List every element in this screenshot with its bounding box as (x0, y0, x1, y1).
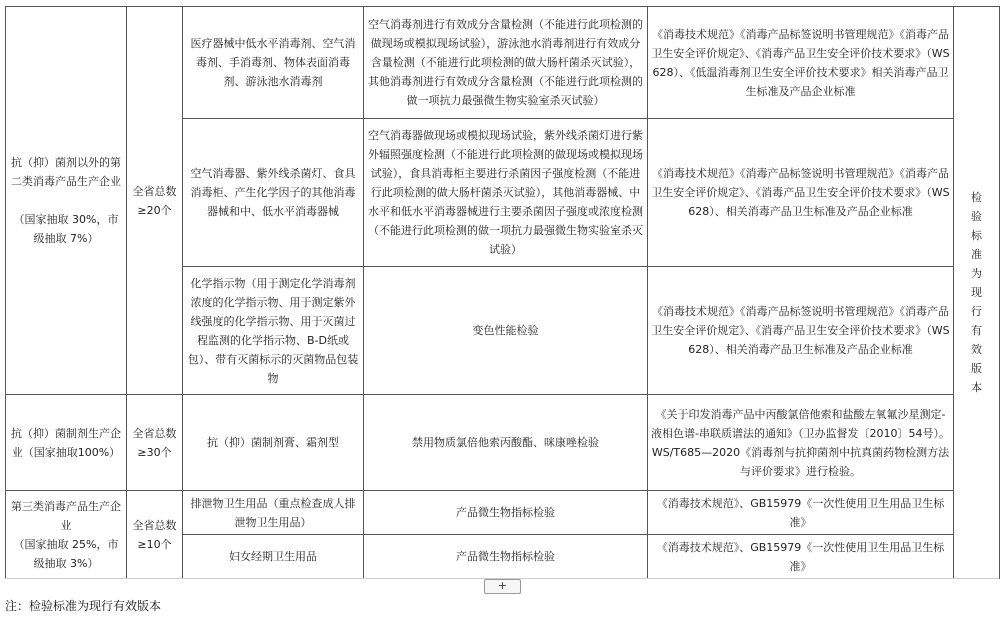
sampling-count-cell: 全省总数≥30个 (127, 395, 183, 491)
add-row-button[interactable]: + (484, 579, 521, 594)
product-type-cell: 医疗器械中低水平消毒剂、空气消毒剂、手消毒剂、物体表面消毒剂、游泳池水消毒剂 (183, 7, 364, 119)
product-type-cell: 抗（抑）菌制剂膏、霜剂型 (183, 395, 364, 491)
standard-cell: 《消毒技术规范》《消毒产品标签说明书管理规范》《消毒产品卫生安全评价规定》、《消毒产品卫生安全评价技术要求》（WS628）、相关消毒产品卫生标准及产品企业标准 (648, 119, 954, 267)
table-row (6, 395, 1000, 491)
sampling-count-cell: 全省总数≥20个 (127, 7, 183, 395)
table-row (6, 7, 1000, 119)
standard-cell: 《消毒技术规范》《消毒产品标签说明书管理规范》《消毒产品卫生安全评价规定》、《消毒产品卫生安全评价技术要求》（WS628）、《低温消毒剂卫生安全评价技术要求》相关消毒产品卫生标准及产品企业标准 (648, 7, 954, 119)
product-type-cell: 妇女经期卫生用品 (183, 535, 364, 579)
table-row (6, 491, 1000, 535)
inspection-items-cell: 空气消毒剂进行有效成分含量检测（不能进行此项检测的做现场或模拟现场试验），游泳池水消毒剂进行有效成分含量检测（不能进行此项检测的做大肠杆菌杀灭试验），其他消毒剂进行有效成分含量检测（不能进行此项检测的做一项抗力最强微生物实验室杀灭试验） (364, 7, 648, 119)
footnote: 注：检验标准为现行有效版本 (5, 599, 162, 613)
standard-cell: 《消毒技术规范》、GB15979《一次性使用卫生用品卫生标准》 (648, 535, 954, 579)
inspection-items-cell: 禁用物质氯倍他索丙酸酯、咪康唑检验 (364, 395, 648, 491)
inspection-items-cell: 空气消毒器做现场或模拟现场试验，紫外线杀菌灯进行紫外辐照强度检测（不能进行此项检测的做现场或模拟现场试验），食具消毒柜主要进行杀菌因子强度检测（不能进行此项检测的做大肠杆菌杀灭试验），其他消毒器械、中水平和低水平消毒器械进行主要杀菌因子强度或浓度检测（不能进行此项检测的做一项抗力最强微生物实验室杀灭试验） (364, 119, 648, 267)
enterprise-category-cell: 抗（抑）菌制剂生产企业（国家抽取100%） (6, 395, 127, 491)
standard-cell: 《消毒技术规范》、GB15979《一次性使用卫生用品卫生标准》 (648, 491, 954, 535)
standard-cell: 《关于印发消毒产品中丙酸氯倍他索和盐酸左氧氟沙星测定-液相色谱-串联质谱法的通知》（卫办监督发〔2010〕54号）。WS/T685—2020《消毒剂与抗抑菌剂中抗真菌药物检测方法与评价要求》进行检验。 (648, 395, 954, 491)
enterprise-category-cell: 抗（抑）菌剂以外的第二类消毒产品生产企业 （国家抽取 30%，市级抽取 7%） (6, 7, 127, 395)
inspection-items-cell: 变色性能检验 (364, 267, 648, 395)
inspection-items-cell: 产品微生物指标检验 (364, 535, 648, 579)
product-type-cell: 空气消毒器、紫外线杀菌灯、食具消毒柜、产生化学因子的其他消毒器械和中、低水平消毒器械 (183, 119, 364, 267)
inspection-table (5, 6, 1000, 579)
standard-cell: 《消毒技术规范》《消毒产品标签说明书管理规范》《消毒产品卫生安全评价规定》、《消毒产品卫生安全评价技术要求》（WS628）、相关消毒产品卫生标准及产品企业标准 (648, 267, 954, 395)
enterprise-category-cell: 第三类消毒产品生产企业 （国家抽取 25%，市级抽取 3%） (6, 491, 127, 579)
product-type-cell: 化学指示物（用于测定化学消毒剂浓度的化学指示物、用于测定紫外线强度的化学指示物、用于灭菌过程监测的化学指示物、B-D纸或包）、带有灭菌标示的灭菌物品包装物 (183, 267, 364, 395)
inspection-items-cell: 产品微生物指标检验 (364, 491, 648, 535)
product-type-cell: 排泄物卫生用品（重点检查成人排泄物卫生用品） (183, 491, 364, 535)
sampling-count-cell: 全省总数≥10个 (127, 491, 183, 579)
standard-basis-text: 检验标准为现行有效版本 (971, 191, 982, 394)
standard-basis-cell (954, 7, 1000, 579)
